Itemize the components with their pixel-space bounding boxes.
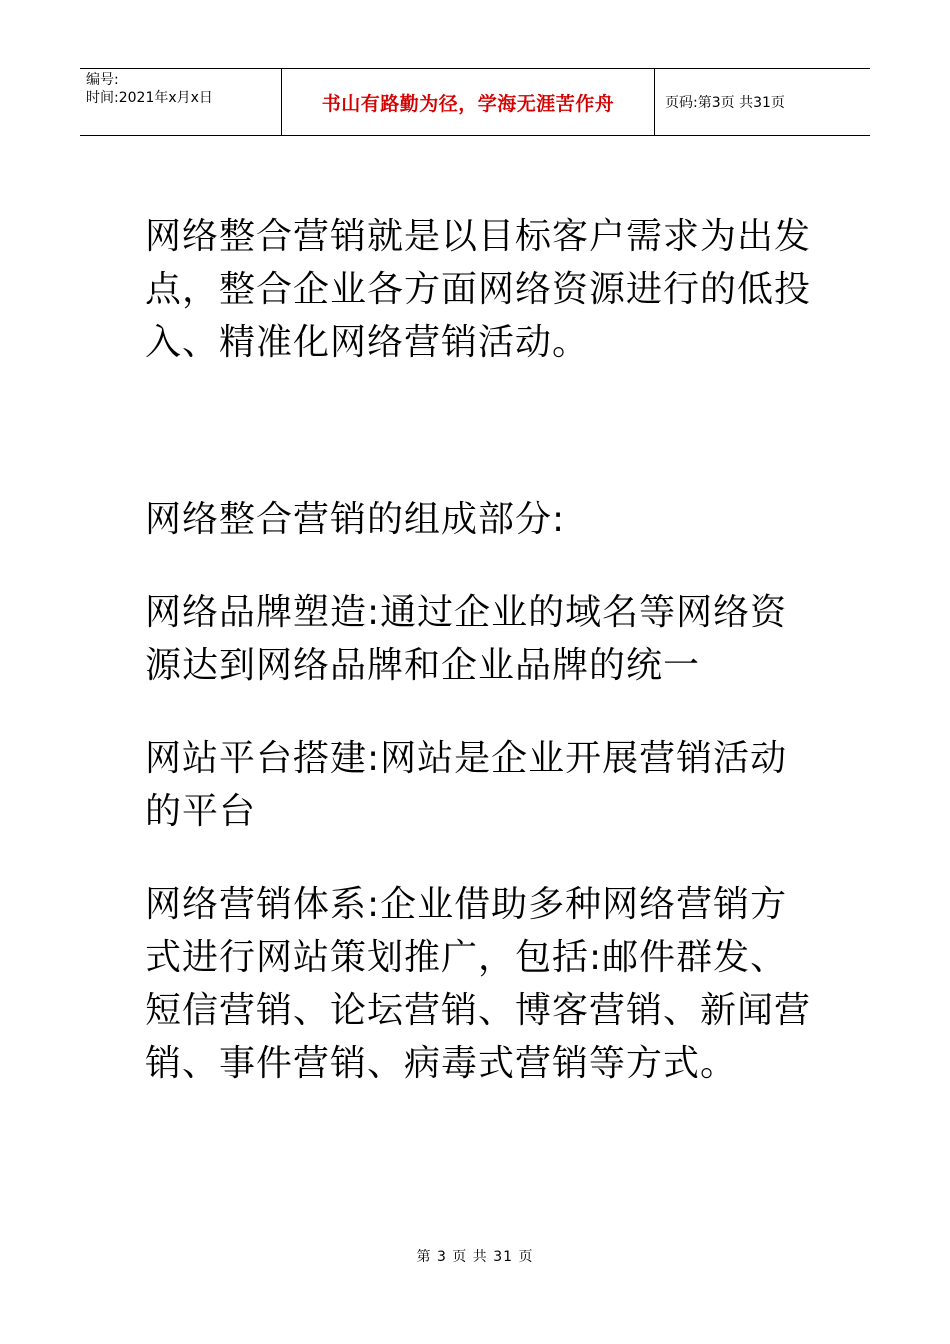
document-number-label: 编号: (86, 72, 119, 88)
header-meta (80, 69, 282, 135)
document-body (145, 210, 815, 1090)
page-footer: 第 3 页 共 31 页 (416, 1249, 534, 1265)
paragraph-marketing-system: 网络营销体系:企业借助多种网络营销方式进行网站策划推广，包括:邮件群发、短信营销、论坛营销、博客营销、新闻营销、事件营销、病毒式营销等方式。 (145, 884, 812, 1084)
paragraph-website-platform: 网站平台搭建:网站是企业开展营销活动的平台 (145, 738, 788, 832)
paragraph-definition: 网络整合营销就是以目标客户需求为出发点，整合企业各方面网络资源进行的低投入、精准化网络营销活动。 (145, 216, 812, 363)
paragraph-components-heading: 网络整合营销的组成部分: (145, 499, 566, 540)
header-motto: 书山有路勤为径，学海无涯苦作舟 (282, 69, 655, 135)
page-header (80, 68, 870, 136)
document-date: 时间:2021年x月x日 (86, 90, 213, 106)
paragraph-brand-building: 网络品牌塑造:通过企业的域名等网络资源达到网络品牌和企业品牌的统一 (145, 592, 788, 686)
header-page-info: 页码:第3页 共31页 (665, 95, 785, 111)
